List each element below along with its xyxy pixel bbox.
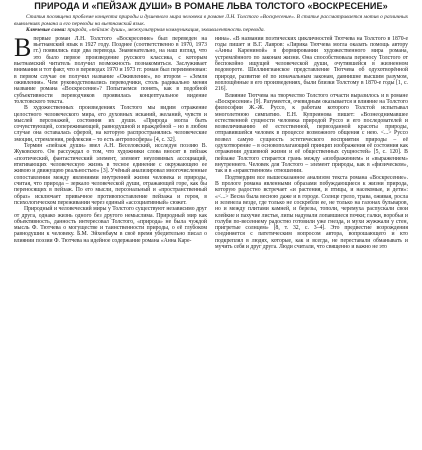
paragraph: Подтвердим все вышесказанное анализом текста романа «Воскресение». В прологе романа явленными образами побуждающиеся к жизни природа, которую радостно встречает «и растения, и птицы, и насекомые, и дети»: «<...> Весна была весною даже и в городе. Солнце грело, трава, оживая, росла и зеленела везде, где только не соскребли ее, не только на газонах бульваров, но и между плитами камней, и березы, тополи, черемуха распускали свои клейкие и пахучие листья, липы надували лопавшиеся почки; галки, воробьи и голуби по-весеннему радостно готовили уже гнезда, и мухи жужжали у стен, пригретые солнцем» [8, т. 32, с. 3–4]. Это предвестие возрождения соединяется с патетическим вопросом автора, вопрошающего и кто подкреплял в людях, которые, как и всегда, не переставали обманывать и мучить себя и друг друга. Люди считали, что священно и важно не это bbox=[215, 174, 408, 251]
paragraph-text: первые роман Л.Н. Толстого «Воскресение» был переведен на вьетнамский язык в 1927 году. Позднее (соответственно в 1970, 1973 гг.) появились еще два перевода. Знаменательно, на наш взгляд, что это было первое произведение русского классика, с которым вьетнамский читатель получил возможность познакомиться. Заслуживает внимания и тот факт, что в переводах 1970 и 1973 гг. роман был переименован: в первом случае он получил название «Оживление», во втором – «Земля оживления». Чем руководствовались переводчики, столь радикально меняя название романа «Воскресение»? Попытаемся понять, как в подобной субъективности переводчиков проявилась концептуальное видение толстовского текста. bbox=[14, 35, 207, 105]
keywords-label: Ключевые слова: bbox=[26, 27, 67, 34]
paragraph: В художественных произведениях Толстого мы видим отражение целостного человеческого мира, его духовных исканий, желаний, чувств и мыслей персонажей, состояния их души. «Природа могла быть сочувствующей, сопереживающей, равнодушной и враждебной – но в любом случае она оставалась сферой, на которую распространялись человеческие эмоции, стремления, рефлексия – то есть антропосфера» [4, с. 32]. bbox=[14, 105, 207, 143]
paragraph: Термин «пейзаж души» ввел А.Н. Веселовский, исследуя поэзию В. Жуковского. Он рассуждал о том, что художники слова вносят в пейзаж «поэтический, фантастический элемент, элемент неуловимых ассоциаций, втягивающих человеческую жизнь в тесное единение с окружающею ее живою и движущею реальностью» [3]. Учёный анализировал многочисленные сопоставления между явлениями внутренней жизни человека и природы, считая, что природа – зеркало человеческой души, отражающей горе, как бы переносящих в пейзаж. По его мысли, персональный и «пространственный образ» исключает привычное противопоставление пейзажа и героя, в психологическом переживании через единый «ассоциативный» сюжет. bbox=[14, 143, 207, 206]
article-title: ПРИРОДА И «ПЕЙЗАЖ ДУШИ» В РОМАНЕ ЛЬВА ТОЛСТОГО «ВОСКРЕСЕНИЕ» bbox=[34, 1, 388, 11]
article-body bbox=[14, 32, 408, 251]
keywords-line bbox=[14, 27, 408, 34]
keywords-text: природа, «пейзаж души», межкультурная коммуникация, эквивалентность перевода. bbox=[67, 27, 265, 34]
paragraph: Влияние Тютчева на творчество Толстого отчасти выразилось и в романе «Воскресение» [9]. Разумеется, очевидным оказывается и влияние на Толстого философии Ж.-Ж. Руссо, к работам которого Толстой испытывал многолетнюю симпатию. Е.Н. Купреянова пишет: «Вознеоднимавшее естественной сущности человека природой Руссо и его последователей и возвеличиванию её естественной, первозданной красоты природы, отправившейся человек в процессе возможного общения с нею. <...> Руссо возвел самую сущность эстетического восприятия природы – её одухотворение – в основополагающий принцип изображения её состояния как отражения душевной жизни и её общественных сущностей» [5, с. 120]. В пейзаже Толстого стирается грань между «изображением» и «выражением» внутреннего. Человек для Толстого – элемент природы, как в «физическом», так и в «нравственном» отношении. bbox=[215, 92, 408, 175]
paragraph: Природный и человеческий миры у Толстого существуют независимо друг от друга, однако жизнь одного без другого немыслима. Природный мир как объективность, данность интересовал Толстого, «природа» не была чуждой мысль Ф. Тютчева о могуществе и таинственности природы, о её глубоком равнодушии к человеку. Б.М. Эйхенбаум в своё время убедительно писал о влиянии поэзии Ф. Тютчева на идейное содержание романа «Анна Каре- bbox=[14, 206, 207, 244]
paragraph bbox=[14, 32, 207, 105]
drop-cap: В bbox=[14, 32, 32, 62]
article-abstract: Статья посвящена проблеме концепта природы и душевного мира человека в романе Л.Н. Толстого «Воскресение». В статье рассматривается мотив о различных выявлениях романа и его переводы на вьетнамский язык. bbox=[14, 14, 408, 27]
left-column bbox=[14, 32, 207, 251]
right-column bbox=[215, 36, 408, 251]
paragraph: нина». «В названии поэтических цикличностей Тютчева на Толстого в 1870-е годы пишет и В.Г. Лавров: «Лирика Тютчева могла оказать помощь автору «Анны Карениной» в формировании художественного мира романа, устремлённого по законам жизни. Она способствовала переносу Толстого от беспокойно ищущей человеческой души, очутившейся в жизненном водовороте. Шеллингианское представление Тютчева об одухотворённой природе, развитие её по изначальным законам, давнишне высшим разумом, воплощённые в его произведениях, были близки Толстому в 1870-е годы [1, с. 216]. bbox=[215, 35, 408, 93]
